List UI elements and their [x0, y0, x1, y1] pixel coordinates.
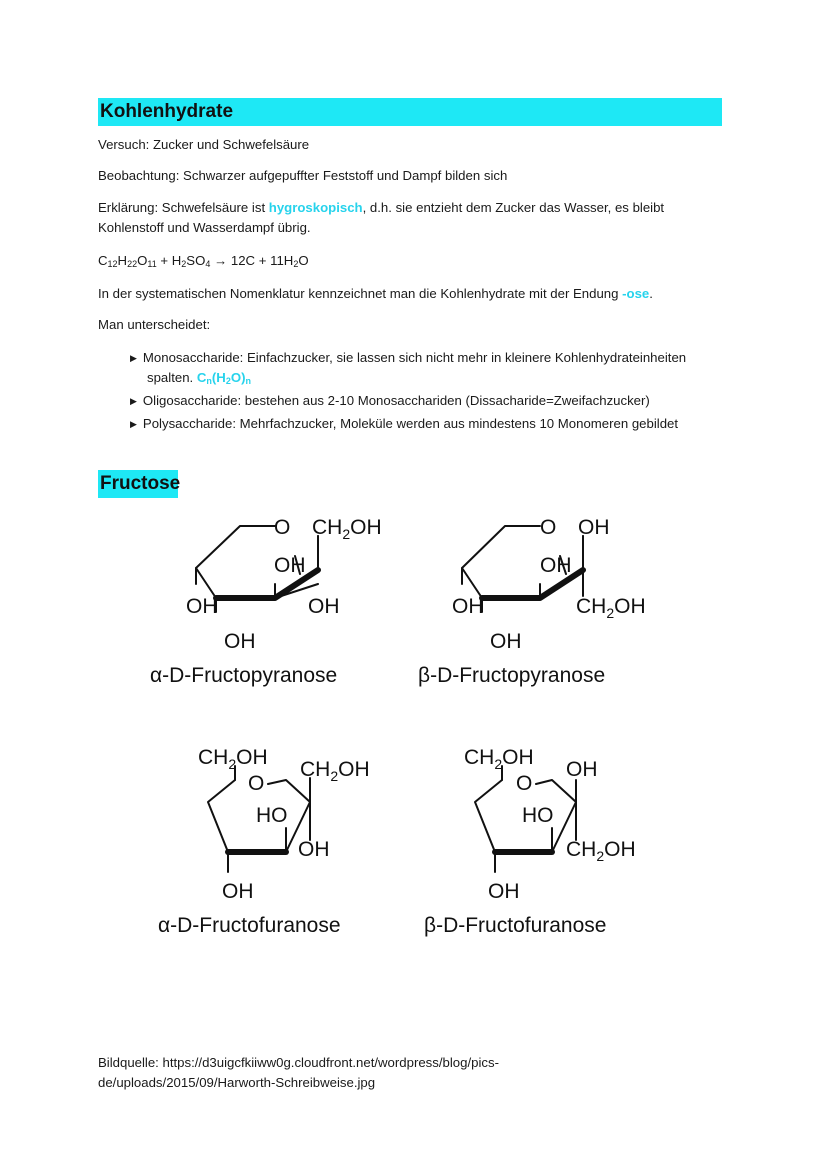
ap-o: O: [274, 516, 291, 539]
eq-c: C: [98, 253, 108, 268]
af-o: O: [248, 772, 265, 795]
eq-so: SO: [186, 253, 206, 268]
eq-h: H: [117, 253, 128, 268]
highlight-ose: -ose: [622, 286, 650, 301]
fructose-structures-figure: [140, 500, 660, 950]
bf-oh-bottom: OH: [488, 880, 520, 903]
bullet-polysaccharide: [130, 414, 678, 434]
mf-two: 2: [225, 376, 231, 386]
ap-oh-bottom: OH: [224, 630, 256, 653]
bullet-arrow-icon: ▶: [130, 419, 137, 429]
bf-ch2oh-top: $CH_2OH$: [464, 746, 534, 772]
eq-plus-h: + H: [156, 253, 182, 268]
bullet-arrow-icon: ▶: [130, 396, 137, 406]
eq-water-o: O: [298, 253, 309, 268]
heading-fructose: Fructose: [98, 470, 178, 498]
nomenklatur-suffix: .: [649, 286, 653, 301]
mf-h: (H: [211, 370, 226, 385]
poly-text: Polysaccharide: Mehrfachzucker, Moleküle werden aus mindestens 10 Monomeren gebildet: [142, 416, 679, 431]
af-ho: HO: [256, 804, 288, 827]
bf-ch2oh-right: $CH_2OH$: [566, 838, 636, 864]
bf-oh-top: OH: [566, 758, 598, 781]
erklaerung-prefix: Erklärung: Schwefelsäure ist: [98, 200, 269, 215]
erklaerung-line: [98, 198, 664, 218]
mf-c: C: [196, 370, 207, 385]
ap-ch2oh: $CH_2OH$: [312, 516, 382, 542]
af-oh-bottom: OH: [222, 880, 254, 903]
bf-o: O: [516, 772, 533, 795]
bp-oh-top: OH: [578, 516, 610, 539]
label-alpha-fructofuranose: α-D-Fructofuranose: [158, 914, 341, 937]
erklaerung-suffix: , d.h. sie entzieht dem Zucker das Wasser, es bleibt: [362, 200, 665, 215]
bullet-arrow-icon: ▶: [130, 353, 137, 363]
eq-arrow-products: → 12C + 11H: [210, 253, 294, 268]
bp-ch2oh: $CH_2OH$: [576, 595, 646, 621]
bullet-oligosaccharide: [130, 391, 650, 411]
eq-h2o-sub: 2: [293, 259, 299, 269]
footer-line1: Bildquelle: https://d3uigcfkiiww0g.cloudfront.net/wordpress/blog/pics-: [98, 1055, 499, 1070]
reaction-equation: [98, 251, 309, 271]
bp-oh-ring: OH: [540, 554, 572, 577]
eq-c-sub: 12: [107, 259, 118, 269]
mono-spalten: spalten.: [147, 370, 197, 385]
heading-kohlenhydrate: Kohlenhydrate: [98, 98, 722, 126]
erklaerung-line2: Kohlenstoff und Wasserdampf übrig.: [98, 220, 311, 235]
mono-formula: [197, 370, 251, 385]
af-oh-right: OH: [298, 838, 330, 861]
image-source-footer: [98, 1053, 499, 1093]
eq-so4-sub: 4: [205, 259, 211, 269]
bp-o: O: [540, 516, 557, 539]
unterscheidet-line: Man unterscheidet:: [98, 317, 211, 332]
mono-line2: [147, 368, 251, 388]
eq-h2-sub: 2: [181, 259, 187, 269]
af-ch2oh-top: $CH_2OH$: [198, 746, 268, 772]
label-alpha-fructopyranose: α-D-Fructopyranose: [150, 664, 338, 687]
ap-oh-left: OH: [186, 595, 218, 618]
mf-n2: n: [245, 376, 251, 386]
versuch-line: Versuch: Zucker und Schwefelsäure: [98, 137, 310, 152]
footer-line2: de/uploads/2015/09/Harworth-Schreibweise.jpg: [98, 1075, 376, 1090]
bf-ho: HO: [522, 804, 554, 827]
eq-o-sub: 11: [147, 259, 157, 269]
ap-oh-ring: OH: [274, 554, 306, 577]
af-ch2oh-right: $CH_2OH$: [300, 758, 370, 784]
nomenklatur-line: [98, 284, 653, 304]
mf-o: O): [230, 370, 246, 385]
oligo-text: Oligosaccharide: bestehen aus 2-10 Monosacchariden (Dissacharide=Zweifachzucker): [142, 393, 650, 408]
eq-h-sub: 22: [127, 259, 138, 269]
beobachtung-line: Beobachtung: Schwarzer aufgepuffter Feststoff und Dampf bilden sich: [98, 168, 508, 183]
ap-oh-right: OH: [308, 595, 340, 618]
highlight-hygroskopisch: hygroskopisch: [268, 200, 363, 215]
bp-oh-left: OH: [452, 595, 484, 618]
eq-o: O: [137, 253, 148, 268]
nomenklatur-prefix: In der systematischen Nomenklatur kennzeichnet man die Kohlenhydrate mit der Endung: [98, 286, 623, 301]
mf-n1: n: [206, 376, 212, 386]
label-beta-fructopyranose: β-D-Fructopyranose: [418, 664, 606, 687]
label-beta-fructofuranose: β-D-Fructofuranose: [424, 914, 607, 937]
bp-oh-bottom: OH: [490, 630, 522, 653]
mono-text: Monosaccharide: Einfachzucker, sie lassen sich nicht mehr in kleinere Kohlenhydrateinheiten: [142, 350, 687, 365]
bullet-monosaccharide: [130, 348, 686, 368]
